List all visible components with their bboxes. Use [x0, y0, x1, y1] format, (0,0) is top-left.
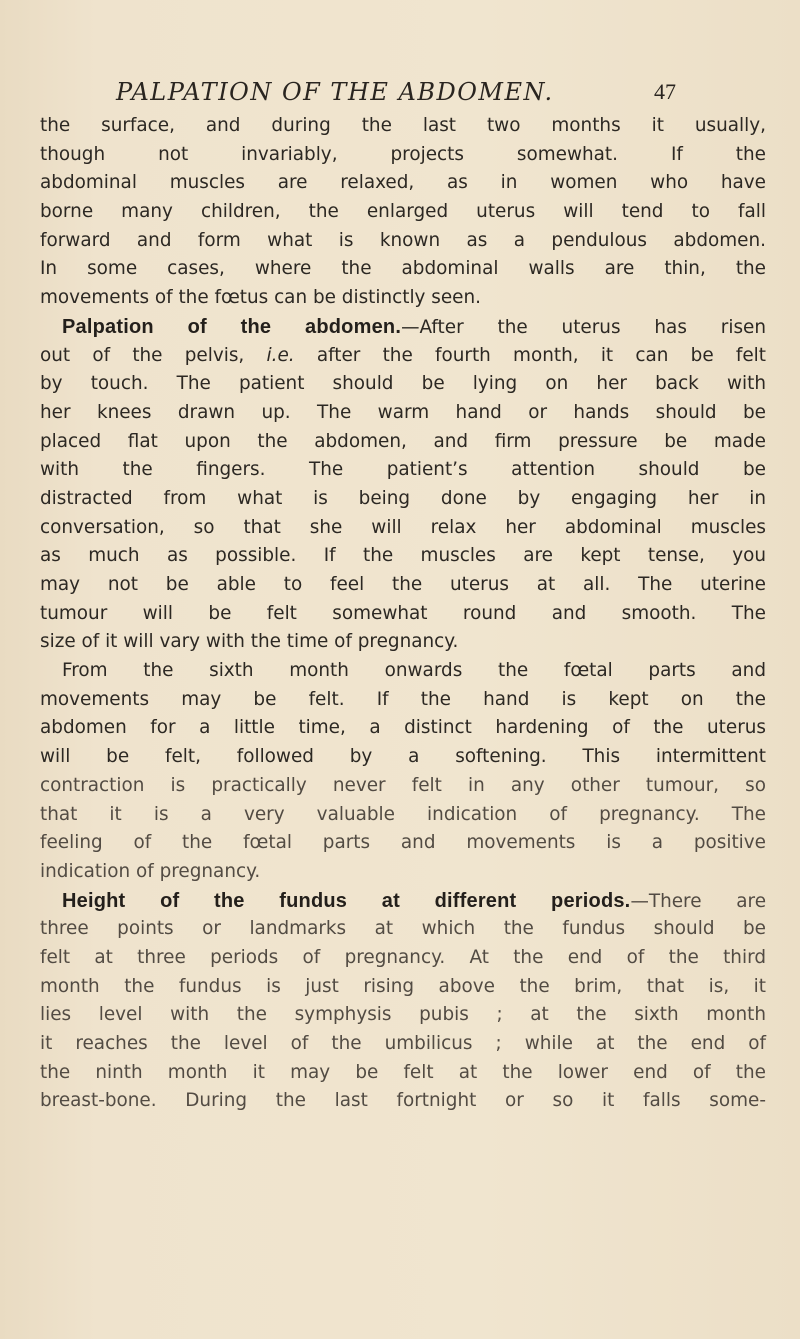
text-line: her knees drawn up. The warm hand or hands should be	[40, 401, 766, 423]
text-line: distracted from what is being done by engaging her in	[40, 487, 766, 509]
text-line: though not invariably, projects somewhat. If the	[40, 143, 766, 165]
running-head: PALPATION OF THE ABDOMEN.	[116, 78, 554, 106]
text-segment: out of the pelvis,	[40, 344, 267, 366]
text-line: movements of the fœtus can be distinctly seen.	[40, 287, 481, 309]
text-line: From the sixth month onwards the fœtal parts and	[62, 660, 766, 682]
text-line: will be felt, followed by a softening. This intermittent	[40, 746, 766, 768]
text-line: breast-bone. During the last fortnight or so it falls some-	[40, 1090, 766, 1112]
text-line: may not be able to feel the uterus at all. The uterine	[40, 574, 766, 595]
section-first-line	[40, 313, 766, 342]
section-heading-palpation: Palpation of the abdomen.	[62, 315, 402, 338]
text-line: placed flat upon the abdomen, and firm pressure be made	[40, 430, 766, 452]
text-line: as much as possible. If the muscles are kept tense, you	[40, 545, 766, 567]
text-line: movements may be felt. If the hand is kept on the	[40, 688, 766, 710]
text-line: by touch. The patient should be lying on her back with	[40, 373, 766, 395]
section-heading-fundus-height: Height of the fundus at different periods.	[62, 889, 631, 912]
text-line: forward and form what is known as a pendulous abdomen.	[40, 229, 766, 251]
text-segment: after the fourth month, it can be felt	[294, 344, 766, 366]
text-line: three points or landmarks at which the fundus should be	[40, 918, 766, 940]
text-line: indication of pregnancy.	[40, 860, 261, 882]
text-line: with the fingers. The patient’s attention should be	[40, 459, 766, 481]
text-line	[40, 342, 766, 371]
body-text	[40, 112, 766, 1116]
section-first-line-text: —There are	[630, 890, 767, 912]
text-line: it reaches the level of the umbilicus ; while at the end of	[40, 1033, 766, 1054]
text-line: month the fundus is just rising above the brim, that is, it	[40, 975, 766, 997]
text-line: that it is a very valuable indication of pregnancy. The	[40, 803, 766, 825]
text-line: conversation, so that she will relax her abdominal muscles	[40, 516, 766, 538]
page-header	[116, 70, 676, 114]
text-line: tumour will be felt somewhat round and smooth. The	[40, 602, 766, 624]
text-line: feeling of the fœtal parts and movements is a positive	[40, 832, 766, 854]
text-line: abdominal muscles are relaxed, as in women who have	[40, 172, 766, 194]
text-line: size of it will vary with the time of pregnancy.	[40, 631, 459, 653]
text-line: In some cases, where the abdominal walls are thin, the	[40, 258, 766, 280]
page-number: 47	[654, 79, 676, 104]
text-line: lies level with the symphysis pubis ; at the sixth month	[40, 1004, 766, 1026]
section-first-line	[40, 887, 766, 916]
text-line: felt at three periods of pregnancy. At the end of the third	[40, 946, 766, 968]
section-first-line-text: —After the uterus has risen	[401, 316, 766, 338]
italic-abbreviation: i.e.	[266, 344, 295, 366]
text-line: abdomen for a little time, a distinct hardening of the uterus	[40, 717, 766, 739]
text-line: the surface, and during the last two months it usually,	[40, 115, 766, 136]
text-line: the ninth month it may be felt at the lower end of the	[40, 1061, 766, 1083]
text-line: contraction is practically never felt in any other tumour, so	[40, 774, 766, 796]
text-line: borne many children, the enlarged uterus will tend to fall	[40, 201, 766, 223]
